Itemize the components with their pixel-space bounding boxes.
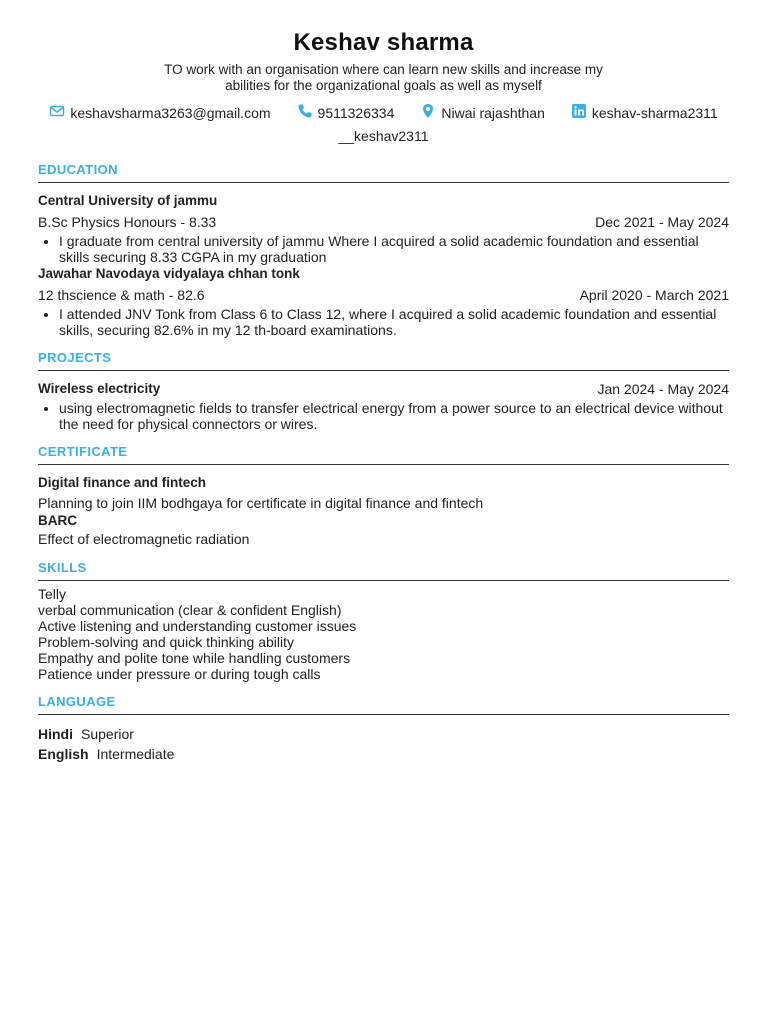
skill-item: Patience under pressure or during tough calls [38, 666, 321, 682]
certificate-entry [38, 512, 729, 548]
certificate-entry [38, 474, 729, 512]
section-divider [38, 370, 729, 371]
location-contact [420, 103, 545, 123]
certificate-heading: CERTIFICATE [38, 444, 128, 459]
language-item [38, 724, 729, 744]
projects-heading: PROJECTS [38, 350, 112, 365]
language-heading: LANGUAGE [38, 694, 116, 709]
section-divider [38, 464, 729, 465]
skill-item: verbal communication (clear & confident English) [38, 602, 342, 618]
email-contact[interactable] [49, 103, 270, 123]
certificate-desc: Effect of electromagnetic radiation [38, 531, 250, 547]
bullet-list [38, 306, 729, 338]
linkedin-contact[interactable] [571, 103, 718, 123]
date-range: April 2020 - March 2021 [579, 287, 729, 303]
certificate-name: Digital finance and fintech [38, 475, 207, 490]
contact-row [38, 103, 729, 123]
resume-page [38, 28, 729, 764]
skill-item: Problem-solving and quick thinking ability [38, 634, 295, 650]
date-range: Dec 2021 - May 2024 [595, 214, 729, 230]
bullet-item: • using electromagnetic fields to transfer electrical energy from a power source to an electrical device without the need for physical connectors or wires. [59, 400, 729, 432]
section-divider [38, 580, 729, 581]
education-heading: EDUCATION [38, 162, 118, 177]
degree-text: B.Sc Physics Honours - 8.33 [38, 214, 217, 230]
phone-contact[interactable] [297, 103, 395, 123]
objective-text: TO work with an organisation where can learn new skills and increase my abilities for the organizational goals as well as myself [164, 62, 603, 93]
school-name: Jawahar Navodaya vidyalaya chhan tonk [38, 266, 300, 281]
envelope-icon [49, 103, 65, 123]
school-name: Central University of jammu [38, 193, 218, 208]
section-divider [38, 182, 729, 183]
section-divider [38, 714, 729, 715]
certificate-name: BARC [38, 513, 77, 528]
language-list [38, 724, 729, 764]
project-entry [38, 380, 729, 432]
email-text: keshavsharma3263@gmail.com [70, 105, 271, 121]
bullet-list [38, 400, 729, 432]
bullet-item: • I attended JNV Tonk from Class 6 to Class 12, where I acquired a solid academic foundation and essential skills, securing 82.6% in my 12 th-board examinations. [59, 306, 729, 338]
project-row [38, 380, 729, 398]
phone-text: 9511326334 [317, 105, 395, 121]
education-entry [38, 192, 729, 265]
location-pin-icon [420, 103, 436, 123]
date-range: Jan 2024 - May 2024 [597, 381, 729, 397]
linkedin-text: keshav-sharma2311 [591, 105, 718, 121]
bullet-item: • I graduate from central university of jammu Where I acquired a solid academic foundation and essential skills securing 8.33 CGPA in my graduation [59, 233, 729, 265]
skill-item: Empathy and polite tone while handling customers [38, 650, 351, 666]
social-handle: __keshav2311 [338, 128, 429, 144]
language-name: Hindi [38, 726, 73, 742]
language-item [38, 744, 729, 764]
candidate-name: Keshav sharma [293, 29, 474, 56]
language-name: English [38, 746, 89, 762]
language-level: Intermediate [96, 746, 175, 762]
bullet-list [38, 233, 729, 265]
skills-list [38, 586, 729, 682]
degree-row [38, 286, 729, 304]
degree-row [38, 213, 729, 231]
project-name: Wireless electricity [38, 381, 161, 396]
skills-heading: SKILLS [38, 560, 87, 575]
education-entry [38, 265, 729, 338]
linkedin-icon [571, 103, 587, 123]
degree-text: 12 thscience & math - 82.6 [38, 287, 205, 303]
phone-icon [297, 103, 313, 123]
skill-item: Active listening and understanding customer issues [38, 618, 357, 634]
skill-item: Telly [38, 586, 67, 602]
certificate-desc: Planning to join IIM bodhgaya for certificate in digital finance and fintech [38, 495, 484, 511]
location-text: Niwai rajashthan [441, 105, 545, 121]
language-level: Superior [81, 726, 134, 742]
